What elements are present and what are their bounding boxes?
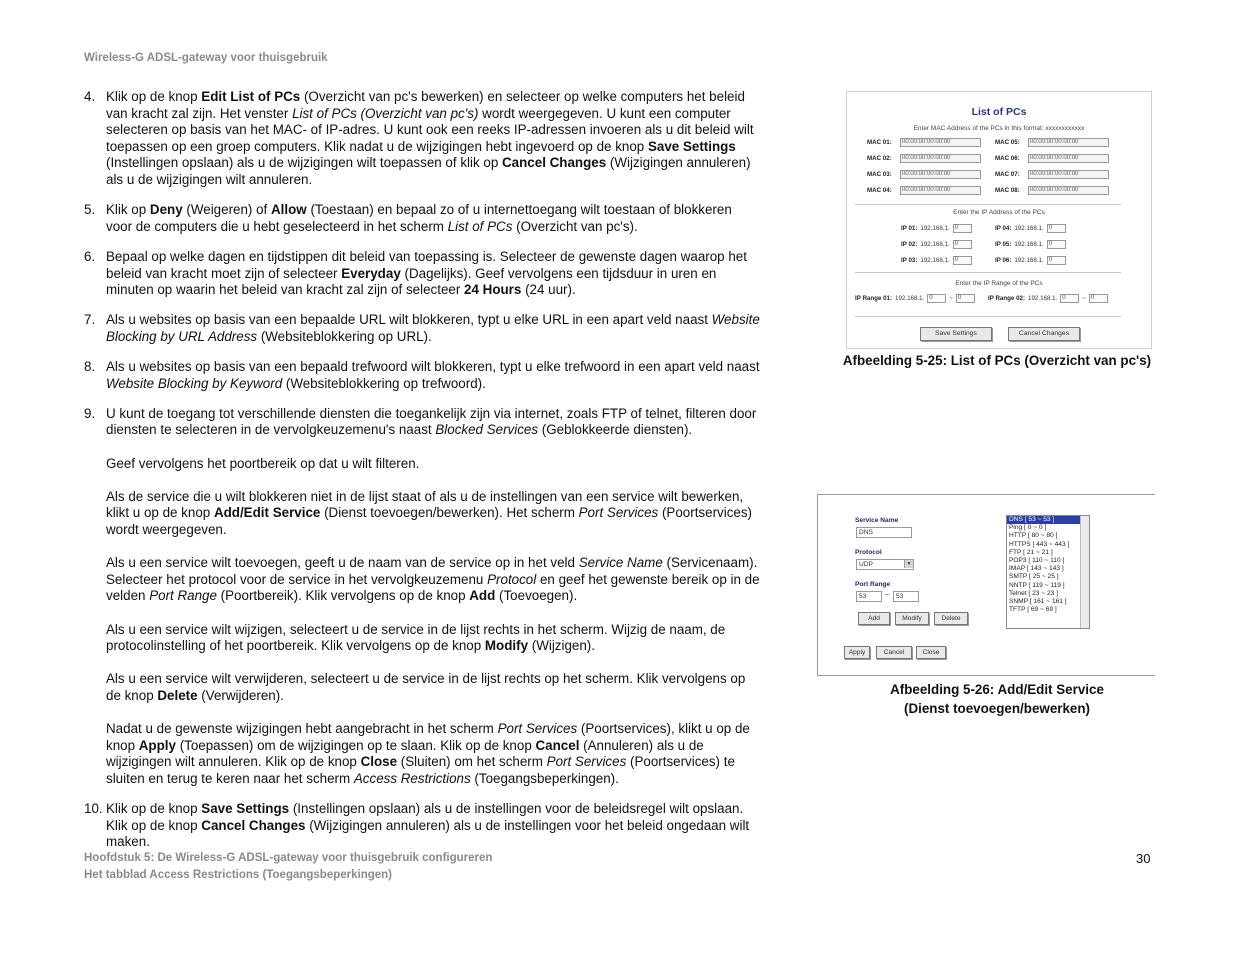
list-item	[84, 801, 760, 851]
divider	[855, 272, 1121, 273]
paragraph: Als u een service wilt toevoegen, geeft u de naam van de service op in het veld Service Name (Servicenaam). Selecteer het protocol voor de service in het vervolgkeuzemenu Protocol en geef het gewenste bereik op in de velden Port Range (Poortbereik). Klik vervolgens op de knop Add (Toevoegen).	[106, 555, 760, 604]
apply-button[interactable]: Apply	[844, 646, 870, 659]
cancel-button[interactable]: Cancel	[876, 646, 912, 659]
footer-section: Het tabblad Access Restrictions (Toegangsbeperkingen)	[84, 868, 393, 881]
mac-address-field[interactable]: 00:00:00:00:00:00	[900, 186, 981, 195]
range-to-field[interactable]: 0	[956, 294, 975, 303]
paragraph: Klik op de knop Edit List of PCs (Overzicht van pc's bewerken) en selecteer op welke computers het beleid van kracht zal zijn. Het venster List of PCs (Overzicht van pc's) wordt weergegeven. U kunt een computer selecteren op basis van het MAC- of IP-adres. U kunt ook een reeks IP-adressen invoeren als u dit beleid wilt toepassen op een groep computers. Klik nadat u de wijzigingen hebt ingevoerd op de knop Save Settings (Instellingen opslaan) als u de wijzigingen wilt toepassen of klik op Cancel Changes (Wijzigingen annuleren) als u de wijzigingen wilt annuleren.	[106, 89, 754, 187]
list-item	[84, 359, 760, 392]
service-list[interactable]	[1006, 515, 1090, 629]
paragraph: Klik op de knop Save Settings (Instellingen opslaan) als u de instellingen voor de beleidsregel wilt opslaan. Klik op de knop Cancel Changes (Wijzigingen annuleren) als u de instellingen voor het beleid ongedaan wilt maken.	[106, 801, 750, 850]
mac-address-field[interactable]: 00:00:00:00:00:00	[900, 154, 981, 163]
paragraph: Als u een service wilt wijzigen, selecteert u de service in de lijst rechts in het scherm. Wijzig de naam, de protocolinstelling of het poortbereik. Klik vervolgens op de knop Modify (Wijzigen).	[106, 621, 726, 654]
item-number: 9.	[84, 405, 96, 421]
ip-address-row: IP 06: 192.168.1. 0	[995, 256, 1066, 265]
paragraph: Als u een service wilt verwijderen, selecteert u de service in de lijst rechts op het scherm. Klik vervolgens op de knop Delete (Verwijderen).	[106, 671, 746, 703]
service-option[interactable]: NNTP [ 119 ~ 119 ]	[1009, 581, 1065, 589]
running-header: Wireless-G ADSL-gateway voor thuisgebruik	[84, 52, 328, 64]
paragraph: Als u websites op basis van een bepaald trefwoord wilt blokkeren, typt u elke trefwoord in een apart veld naast Website Blocking by Keyword (Websiteblokkering op trefwoord).	[106, 359, 760, 391]
mac-address-field[interactable]: 00:00:00:00:00:00	[900, 170, 981, 179]
ip-last-octet-field[interactable]: 0	[953, 240, 972, 249]
ip-range-02: IP Range 02: 192.168.1. 0 ~ 0	[988, 294, 1108, 303]
mac-address-row: MAC 04: 00:00:00:00:00:00	[867, 186, 981, 195]
divider	[855, 316, 1121, 317]
modify-button[interactable]: Modify	[895, 612, 929, 625]
mac-instruction: Enter MAC Address of the PCs in this format: xxxxxxxxxxxx	[913, 125, 1085, 132]
range-instruction: Enter the IP Range of the PCs	[955, 280, 1043, 287]
list-item	[84, 89, 760, 189]
service-option[interactable]: IMAP [ 143 ~ 143 ]	[1009, 565, 1064, 573]
item-number: 6.	[84, 248, 96, 264]
mac-address-row: MAC 05: 00:00:00:00:00:00	[995, 138, 1109, 147]
mac-address-field[interactable]: 00:00:00:00:00:00	[900, 138, 981, 147]
service-option[interactable]: TFTP [ 69 ~ 69 ]	[1009, 606, 1057, 614]
delete-button[interactable]: Delete	[934, 612, 968, 625]
service-option[interactable]: Ping [ 0 ~ 0 ]	[1009, 524, 1047, 532]
range-from-field[interactable]: 0	[1060, 294, 1079, 303]
ip-instruction: Enter the IP Address of the PCs	[953, 209, 1045, 216]
service-option[interactable]: HTTPS [ 443 ~ 443 ]	[1009, 540, 1070, 548]
mac-address-row: MAC 06: 00:00:00:00:00:00	[995, 154, 1109, 163]
cancel-changes-button[interactable]: Cancel Changes	[1008, 327, 1080, 341]
protocol-label: Protocol	[855, 549, 882, 556]
ip-last-octet-field[interactable]: 0	[1047, 224, 1066, 233]
item-number: 4.	[84, 89, 96, 104]
ip-address-row: IP 01: 192.168.1. 0	[901, 224, 972, 233]
list-item	[84, 249, 760, 299]
footer	[84, 850, 492, 883]
ip-address-row: IP 04: 192.168.1. 0	[995, 224, 1066, 233]
range-to-field[interactable]: 0	[1089, 294, 1108, 303]
service-option[interactable]: SNMP [ 161 ~ 161 ]	[1009, 598, 1067, 606]
scrollbar[interactable]	[1080, 516, 1089, 628]
mac-address-field[interactable]: 00:00:00:00:00:00	[1028, 170, 1109, 179]
port-range-separator: ~	[885, 592, 890, 599]
port-to-input[interactable]: 53	[893, 591, 919, 602]
paragraph: Als u websites op basis van een bepaalde URL wilt blokkeren, typt u elke URL in een apart veld naast Website Blocking by URL Address (Websiteblokkering op URL).	[106, 312, 760, 344]
item-number: 10.	[84, 801, 103, 817]
ip-last-octet-field[interactable]: 0	[953, 256, 972, 265]
mac-address-row: MAC 02: 00:00:00:00:00:00	[867, 154, 981, 163]
paragraph: Klik op Deny (Weigeren) of Allow (Toestaan) en bepaal zo of u internettoegang wilt toestaan of blokkeren voor de computers die u hebt geselecteerd in het scherm List of PCs (Overzicht van pc's).	[106, 202, 732, 234]
service-option[interactable]: SMTP [ 25 ~ 25 ]	[1009, 573, 1059, 581]
figure-5-26-caption: Afbeelding 5-26: Add/Edit Service (Dienst toevoegen/bewerken)	[890, 682, 1104, 716]
figure-5-25-caption: Afbeelding 5-25: List of PCs (Overzicht van pc's)	[842, 353, 1152, 368]
chevron-down-icon: ▼	[904, 560, 913, 568]
port-from-input[interactable]: 53	[856, 591, 882, 602]
mac-address-field[interactable]: 00:00:00:00:00:00	[1028, 138, 1109, 147]
mac-address-row: MAC 07: 00:00:00:00:00:00	[995, 170, 1109, 179]
service-name-input[interactable]: DNS	[856, 527, 912, 538]
protocol-select[interactable]: UDP ▼	[856, 559, 914, 570]
save-settings-button[interactable]: Save Settings	[920, 327, 992, 341]
service-option[interactable]: HTTP [ 80 ~ 80 ]	[1009, 532, 1058, 540]
ip-address-row: IP 05: 192.168.1. 0	[995, 240, 1066, 249]
mac-address-row: MAC 01: 00:00:00:00:00:00	[867, 138, 981, 147]
service-option[interactable]: POP3 [ 110 ~ 110 ]	[1009, 557, 1065, 565]
port-range-label: Port Range	[855, 581, 891, 588]
ip-last-octet-field[interactable]: 0	[1047, 256, 1066, 265]
paragraph: Geef vervolgens het poortbereik op dat u wilt filteren.	[106, 455, 420, 471]
add-button[interactable]: Add	[858, 612, 890, 625]
instruction-list	[84, 89, 760, 865]
page-number: 30	[1136, 851, 1151, 866]
service-option[interactable]: Telnet [ 23 ~ 23 ]	[1009, 589, 1058, 597]
ip-range-01: IP Range 01: 192.168.1. 0 ~ 0	[855, 294, 975, 303]
ip-last-octet-field[interactable]: 0	[1047, 240, 1066, 249]
ip-last-octet-field[interactable]: 0	[953, 224, 972, 233]
service-name-label: Service Name	[855, 517, 899, 524]
footer-chapter: Hoofdstuk 5: De Wireless-G ADSL-gateway voor thuisgebruik configureren	[84, 852, 493, 864]
ip-address-row: IP 02: 192.168.1. 0	[901, 240, 972, 249]
divider	[855, 204, 1121, 205]
list-item	[84, 202, 760, 235]
service-option[interactable]: FTP [ 21 ~ 21 ]	[1009, 548, 1053, 556]
paragraph: U kunt de toegang tot verschillende diensten die toegankelijk zijn via internet, zoals FTP of telnet, filteren door diensten te selecteren in de vervolgkeuzemenu's naast Blocked Services (Geblokkeerde diensten).	[106, 405, 757, 438]
paragraph: Als de service die u wilt blokkeren niet in de lijst staat of als u de instellingen van een service wilt bewerken, klikt u op de knop Add/Edit Service (Dienst toevoegen/bewerken). Het scherm Port Services (Poortservices) wordt weergegeven.	[106, 488, 753, 538]
item-number: 7.	[84, 312, 96, 328]
item-number: 8.	[84, 359, 96, 375]
mac-address-field[interactable]: 00:00:00:00:00:00	[1028, 154, 1109, 163]
paragraph: Bepaal op welke dagen en tijdstippen dit beleid van toepassing is. Selecteer de gewenste dagen waarop het beleid van kracht moet zijn of selecteer Everyday (Dagelijks). Geef vervolgens een tijdsduur in uren en minuten op waarin het beleid van kracht zal zijn of selecteer 24 Hours (24 uur).	[106, 248, 747, 298]
add-edit-service-screenshot	[817, 494, 1155, 676]
mac-address-row: MAC 08: 00:00:00:00:00:00	[995, 186, 1109, 195]
list-item	[84, 406, 760, 788]
ip-address-row: IP 03: 192.168.1. 0	[901, 256, 972, 265]
item-number: 5.	[84, 202, 96, 218]
range-from-field[interactable]: 0	[927, 294, 946, 303]
list-item	[84, 312, 760, 345]
paragraph: Nadat u de gewenste wijzigingen hebt aangebracht in het scherm Port Services (Poortservices), klikt u op de knop Apply (Toepassen) om de wijzigingen op te slaan. Klik op de knop Cancel (Annuleren) als u de wijzigingen wilt annuleren. Klik op de knop Close (Sluiten) om het scherm Port Services (Poortservices) te sluiten en terug te keren naar het scherm Access Restrictions (Toegangsbeperkingen).	[106, 721, 750, 786]
list-of-pcs-title: List of PCs	[971, 106, 1027, 118]
service-option[interactable]: DNS [ 53 ~ 53 ]	[1007, 516, 1089, 524]
mac-address-field[interactable]: 00:00:00:00:00:00	[1028, 186, 1109, 195]
close-button[interactable]: Close	[916, 646, 946, 659]
mac-address-row: MAC 03: 00:00:00:00:00:00	[867, 170, 981, 179]
list-of-pcs-screenshot	[846, 91, 1152, 349]
